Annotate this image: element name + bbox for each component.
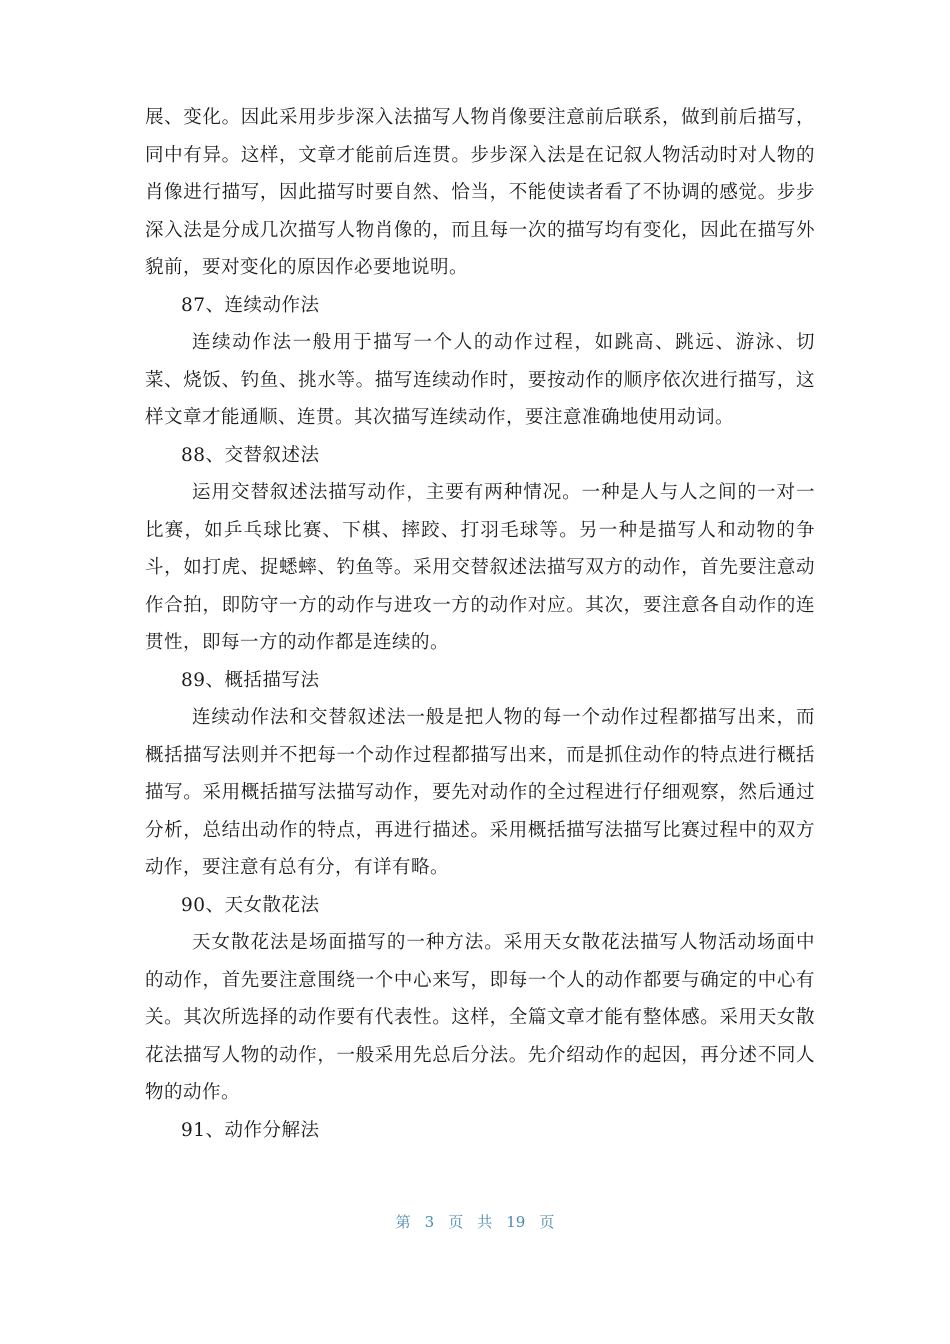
- section-heading-89: 89、概括描写法: [181, 669, 320, 691]
- section-heading-90: 90、天女散花法: [181, 894, 320, 916]
- section-heading-91: 91、动作分解法: [181, 1119, 320, 1141]
- footer-gong: 共: [477, 1213, 493, 1231]
- page-footer: [0, 1211, 950, 1232]
- section-body-89: 连续动作法和交替叙述法一般是把人物的每一个动作过程都描写出来，而概括描写法则并不把每一个动作过程都描写出来，而是抓住动作的特点进行概括描写。采用概括描写法描写动作，要先对动作的全过程进行仔细观察，然后通过分析，总结出动作的特点，再进行描述。采用概括描写法描写比赛过程中的双方动作，要注意有总有分，有详有略。: [145, 707, 815, 878]
- footer-page-total: 19: [506, 1213, 526, 1231]
- section-heading-88: 88、交替叙述法: [181, 444, 320, 466]
- section-heading-87: 87、连续动作法: [181, 294, 320, 316]
- section-body-88: 运用交替叙述法描写动作，主要有两种情况。一种是人与人之间的一对一比赛，如乒乓球比赛、下棋、摔跤、打羽毛球等。另一种是描写人和动物的争斗，如打虎、捉蟋蟀、钓鱼等。采用交替叙述法描写双方的动作，首先要注意动作合拍，即防守一方的动作与进攻一方的动作对应。其次，要注意各自动作的连贯性，即每一方的动作都是连续的。: [145, 482, 815, 653]
- footer-di: 第: [395, 1213, 411, 1231]
- document-body: [145, 99, 815, 1149]
- section-body-87: 连续动作法一般用于描写一个人的动作过程，如跳高、跳远、游泳、切菜、烧饭、钓鱼、挑水等。描写连续动作时，要按动作的顺序依次进行描写，这样文章才能通顺、连贯。其次描写连续动作，要注意准确地使用动词。: [145, 332, 815, 428]
- footer-ye2: 页: [539, 1213, 555, 1231]
- continued-paragraph: 展、变化。因此采用步步深入法描写人物肖像要注意前后联系，做到前后描写，同中有异。这样，文章才能前后连贯。步步深入法是在记叙人物活动时对人物的肖像进行描写，因此描写时要自然、恰当，不能使读者看了不协调的感觉。步步深入法是分成几次描写人物肖像的，而且每一次的描写均有变化，因此在描写外貌前，要对变化的原因作必要地说明。: [145, 107, 815, 278]
- footer-ye: 页: [448, 1213, 464, 1231]
- footer-page-current: 3: [424, 1213, 435, 1231]
- section-body-90: 天女散花法是场面描写的一种方法。采用天女散花法描写人物活动场面中的动作，首先要注意围绕一个中心来写，即每一个人的动作都要与确定的中心有关。其次所选择的动作要有代表性。这样，全篇文章才能有整体感。采用天女散花法描写人物的动作，一般采用先总后分法。先介绍动作的起因，再分述不同人物的动作。: [145, 932, 815, 1103]
